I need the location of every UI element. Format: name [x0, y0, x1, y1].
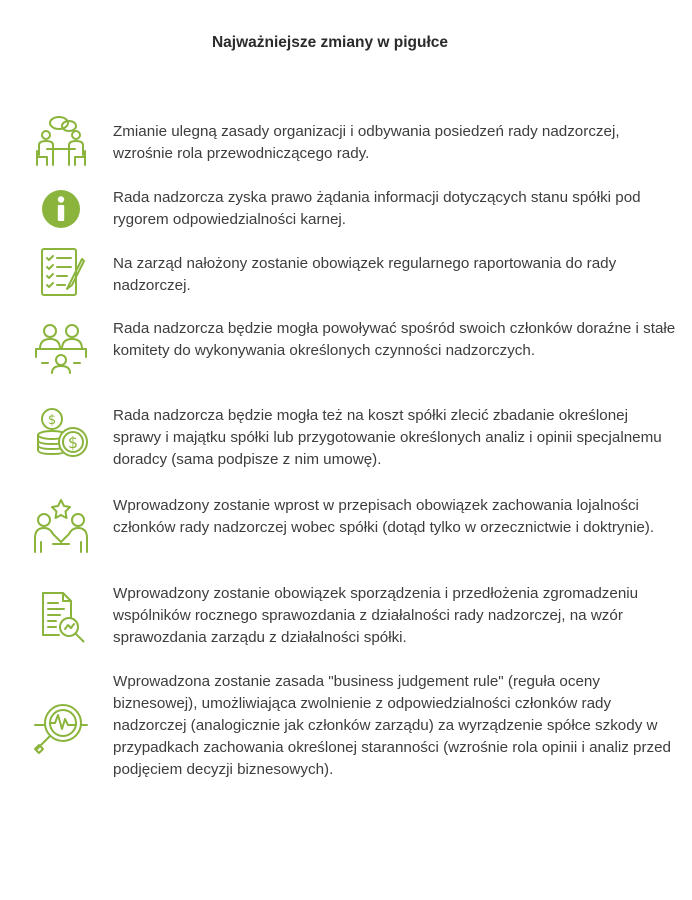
checklist-icon — [30, 243, 92, 301]
page-title: Najważniejsze zmiany w pigułce — [211, 34, 449, 51]
item-text: Rada nadzorcza zyska prawo żądania informacji dotyczących stanu spółki pod rygorem odpowiedzialności karnej. — [113, 189, 641, 228]
item-text: Zmianie ulegną zasady organizacji i odbywania posiedzeń rady nadzorczej, wzrośnie rola przewodniczącego rady. — [113, 123, 620, 162]
analysis-icon — [30, 699, 92, 757]
svg-text:$: $ — [47, 413, 57, 428]
svg-text:$: $ — [67, 433, 79, 452]
handshake-icon — [30, 497, 92, 555]
committee-icon — [30, 318, 92, 376]
item-text: Rada nadzorcza będzie mogła też na koszt spółki zlecić zbadanie określonej sprawy i majątku spółki lub przygotowanie określonych analiz i opinii specjalnemu doradcy (sama podpisze z nim umowę). — [113, 407, 662, 468]
item-text: Na zarząd nałożony zostanie obowiązek regularnego raportowania do rady nadzorczej. — [113, 255, 617, 294]
item-text: Rada nadzorcza będzie mogła powoływać spośród swoich członków doraźne i stałe komitety do wykonywania określonych czynności nadzorczych. — [113, 320, 676, 359]
item-text: Wprowadzona zostanie zasada "business judgement rule" (reguła oceny biznesowej), umożliwiająca zwolnienie z odpowiedzialności członków rady nadzorczej (analogicznie jak członków zarządu) za wyrządzenie spółce szkody w przypadkach zachowania określonej staranności (wzrośnie rola opinii i analiz przed podjęciem decyzji biznesowych). — [113, 673, 672, 778]
item-text: Wprowadzony zostanie obowiązek sporządzenia i przedłożenia zgromadzeniu wspólników rocznego sprawozdania z działalności rady nadzorczej, na wzór sprawozdania zarządu z działalności spółki. — [113, 585, 639, 646]
report-search-icon — [30, 588, 92, 646]
coins-icon — [30, 405, 92, 463]
info-icon — [30, 180, 92, 238]
meeting-icon — [30, 113, 92, 171]
item-text: Wprowadzony zostanie wprost w przepisach obowiązek zachowania lojalności członków rady nadzorczej wobec spółki (dotąd tylko w orzecznictwie i doktrynie). — [113, 497, 655, 536]
